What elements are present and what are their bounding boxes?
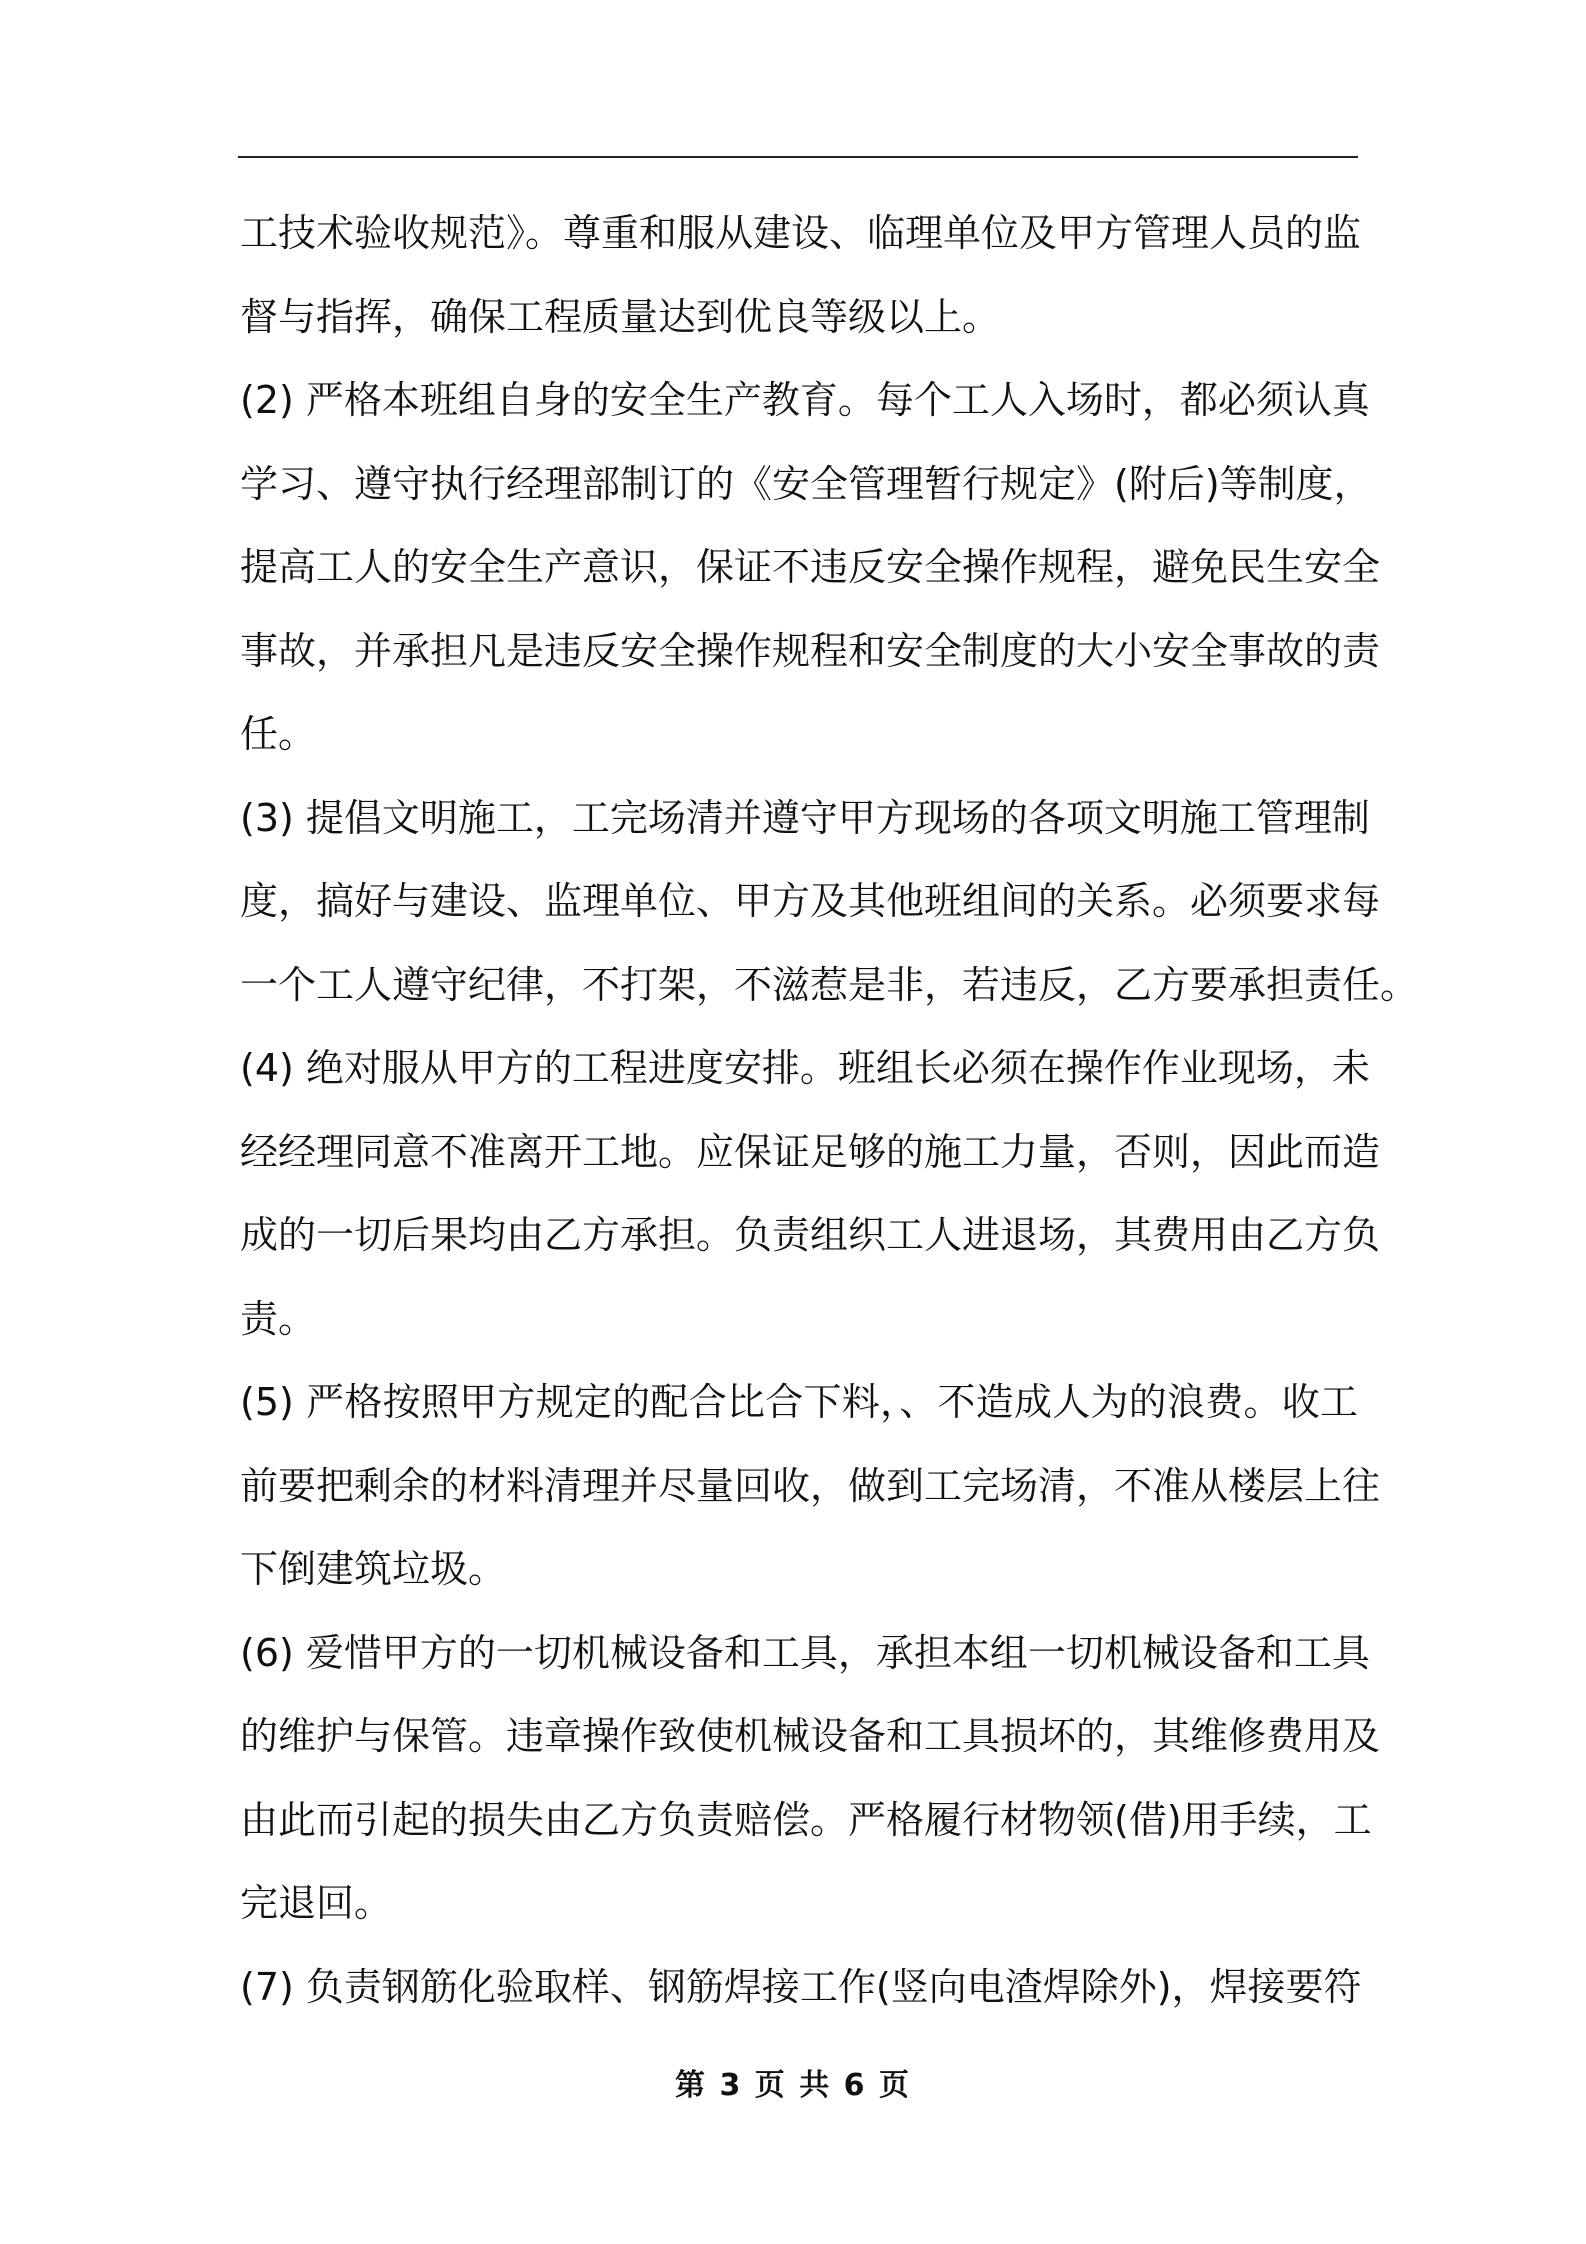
text-line: (7) 负责钢筋化验取样、钢筋焊接工作(竖向电渣焊除外)，焊接要符 — [240, 1964, 1362, 2009]
text-line: (4) 绝对服从甲方的工程进度安排。班组长必须在操作作业现场，未 — [240, 1046, 1370, 1090]
text-line: 一个工人遵守纪律，不打架，不滋惹是非，若违反，乙方要承担责任。 — [240, 962, 1419, 1007]
text-line: 经经理同意不准离开工地。应保证足够的施工力量，否则，因此而造 — [240, 1129, 1381, 1174]
text-line: 提高工人的安全生产意识，保证不违反安全操作规程，避免民生安全 — [240, 545, 1381, 589]
text-line: 学习、遵守执行经理部制订的《安全管理暂行规定》(附后)等制度， — [240, 461, 1372, 506]
text-line: (5) 严格按照甲方规定的配合比合下料，、不造成人为的浪费。收工 — [240, 1380, 1358, 1424]
page-number-footer: 第 3 页 共 6 页 — [675, 2068, 911, 2103]
text-line: 的维护与保管。违章操作致使机械设备和工具损坏的，其维修费用及 — [240, 1714, 1381, 1758]
text-line: 完退回。 — [240, 1881, 393, 1925]
document-body — [240, 192, 1419, 2029]
text-line: 工技术验收规范》。尊重和服从建设、临理单位及甲方管理人员的监 — [240, 211, 1362, 255]
text-line: 下倒建筑垃圾。 — [240, 1547, 507, 1591]
header-rule — [238, 156, 1358, 158]
text-line: (6) 爱惜甲方的一切机械设备和工具，承担本组一切机械设备和工具 — [240, 1630, 1370, 1675]
text-line: 责。 — [240, 1296, 317, 1341]
text-line: 成的一切后果均由乙方承担。负责组织工人进退场，其费用由乙方负 — [240, 1213, 1381, 1257]
text-line: 由此而引起的损失由乙方负责赔偿。严格履行材物领(借)用手续，工 — [240, 1797, 1372, 1842]
text-line: (2) 严格本班组自身的安全生产教育。每个工人入场时，都必须认真 — [240, 378, 1370, 422]
text-line: 督与指挥，确保工程质量达到优良等级以上。 — [240, 294, 1001, 339]
text-line: 度，搞好与建设、监理单位、甲方及其他班组间的关系。必须要求每 — [240, 879, 1381, 923]
text-line: 前要把剩余的材料清理并尽量回收，做到工完场清，不准从楼层上往 — [240, 1463, 1381, 1508]
text-line: (3) 提倡文明施工，工完场清并遵守甲方现场的各项文明施工管理制 — [240, 795, 1370, 840]
text-line: 任。 — [240, 712, 317, 756]
text-line: 事故，并承担凡是违反安全操作规程和安全制度的大小安全事故的责 — [240, 628, 1381, 673]
